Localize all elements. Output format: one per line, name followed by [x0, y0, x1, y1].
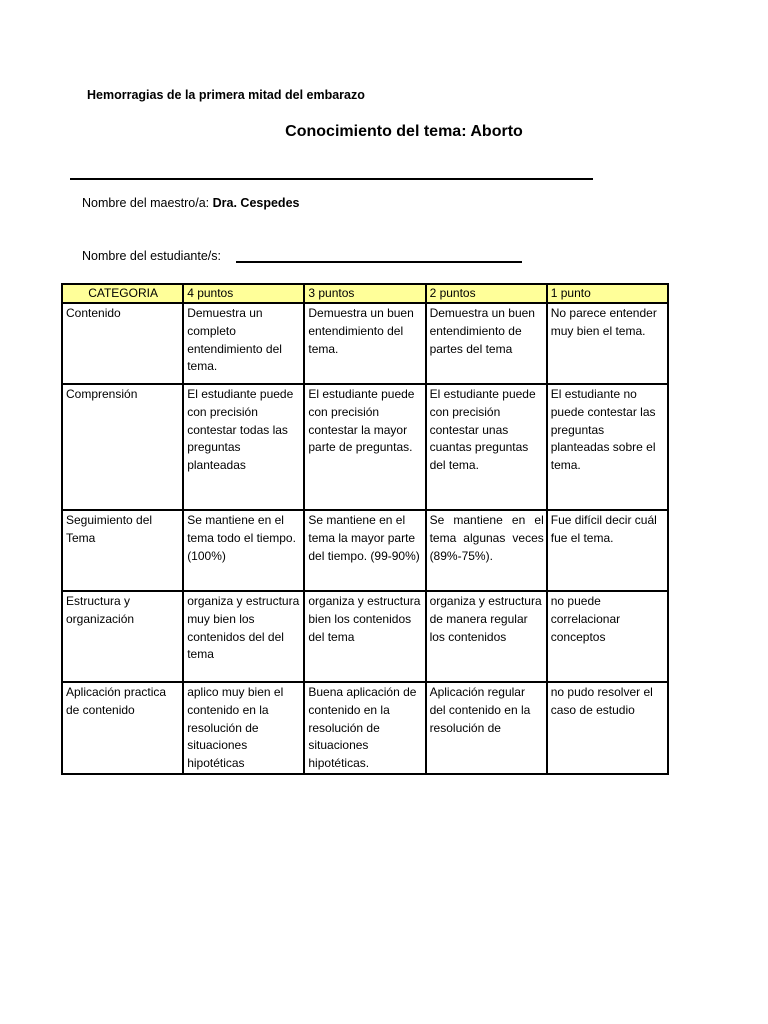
header-categoria: CATEGORIA [62, 284, 183, 303]
table-cell: Se mantiene en el tema algunas veces (89%-75%). [426, 510, 547, 591]
row-category: Estructura y organización [62, 591, 183, 682]
table-cell: organiza y estructura bien los contenidos del tema [304, 591, 425, 682]
row-category: Contenido [62, 303, 183, 384]
table-row [62, 591, 668, 682]
document-subtitle: Hemorragias de la primera mitad del embarazo [87, 88, 365, 102]
table-cell: aplico muy bien el contenido en la resolución de situaciones hipotéticas [183, 682, 304, 774]
table-row [62, 510, 668, 591]
teacher-label: Nombre del maestro/a: [82, 196, 210, 210]
table-cell: Se mantiene en el tema la mayor parte del tiempo. (99-90%) [304, 510, 425, 591]
header-4-puntos: 4 puntos [183, 284, 304, 303]
header-2-puntos: 2 puntos [426, 284, 547, 303]
student-label: Nombre del estudiante/s: [82, 249, 221, 263]
table-cell: Fue difícil decir cuál fue el tema. [547, 510, 668, 591]
row-category: Comprensión [62, 384, 183, 510]
teacher-line [82, 196, 299, 210]
table-cell: El estudiante puede con precisión contestar unas cuantas preguntas del tema. [426, 384, 547, 510]
table-cell: no pudo resolver el caso de estudio [547, 682, 668, 774]
table-row [62, 384, 668, 510]
table-cell: No parece entender muy bien el tema. [547, 303, 668, 384]
row-category: Aplicación practica de contenido [62, 682, 183, 774]
table-cell: no puede correlacionar conceptos [547, 591, 668, 682]
table-cell: Se mantiene en el tema todo el tiempo. (100%) [183, 510, 304, 591]
table-cell: El estudiante puede con precisión contestar la mayor parte de preguntas. [304, 384, 425, 510]
table-header-row [62, 284, 668, 303]
table-row [62, 303, 668, 384]
header-3-puntos: 3 puntos [304, 284, 425, 303]
document-title: Conocimiento del tema: Aborto [285, 123, 523, 140]
student-name-blank[interactable] [236, 261, 522, 263]
teacher-name: Dra. Cespedes [212, 196, 300, 210]
table-cell: organiza y estructura de manera regular los contenidos [426, 591, 547, 682]
row-category: Seguimiento del Tema [62, 510, 183, 591]
table-cell: El estudiante puede con precisión contestar todas las preguntas planteadas [183, 384, 304, 510]
table-cell: Aplicación regular del contenido en la resolución de [426, 682, 547, 774]
table-cell: El estudiante no puede contestar las preguntas planteadas sobre el tema. [547, 384, 668, 510]
title-divider [70, 178, 593, 180]
table-cell: Demuestra un completo entendimiento del tema. [183, 303, 304, 384]
table-cell: Demuestra un buen entendimiento de partes del tema [426, 303, 547, 384]
rubric-table [61, 283, 669, 775]
table-cell: Demuestra un buen entendimiento del tema. [304, 303, 425, 384]
header-1-punto: 1 punto [547, 284, 668, 303]
table-row [62, 682, 668, 774]
table-cell: Buena aplicación de contenido en la resolución de situaciones hipotéticas. [304, 682, 425, 774]
table-cell: organiza y estructura muy bien los contenidos del del tema [183, 591, 304, 682]
